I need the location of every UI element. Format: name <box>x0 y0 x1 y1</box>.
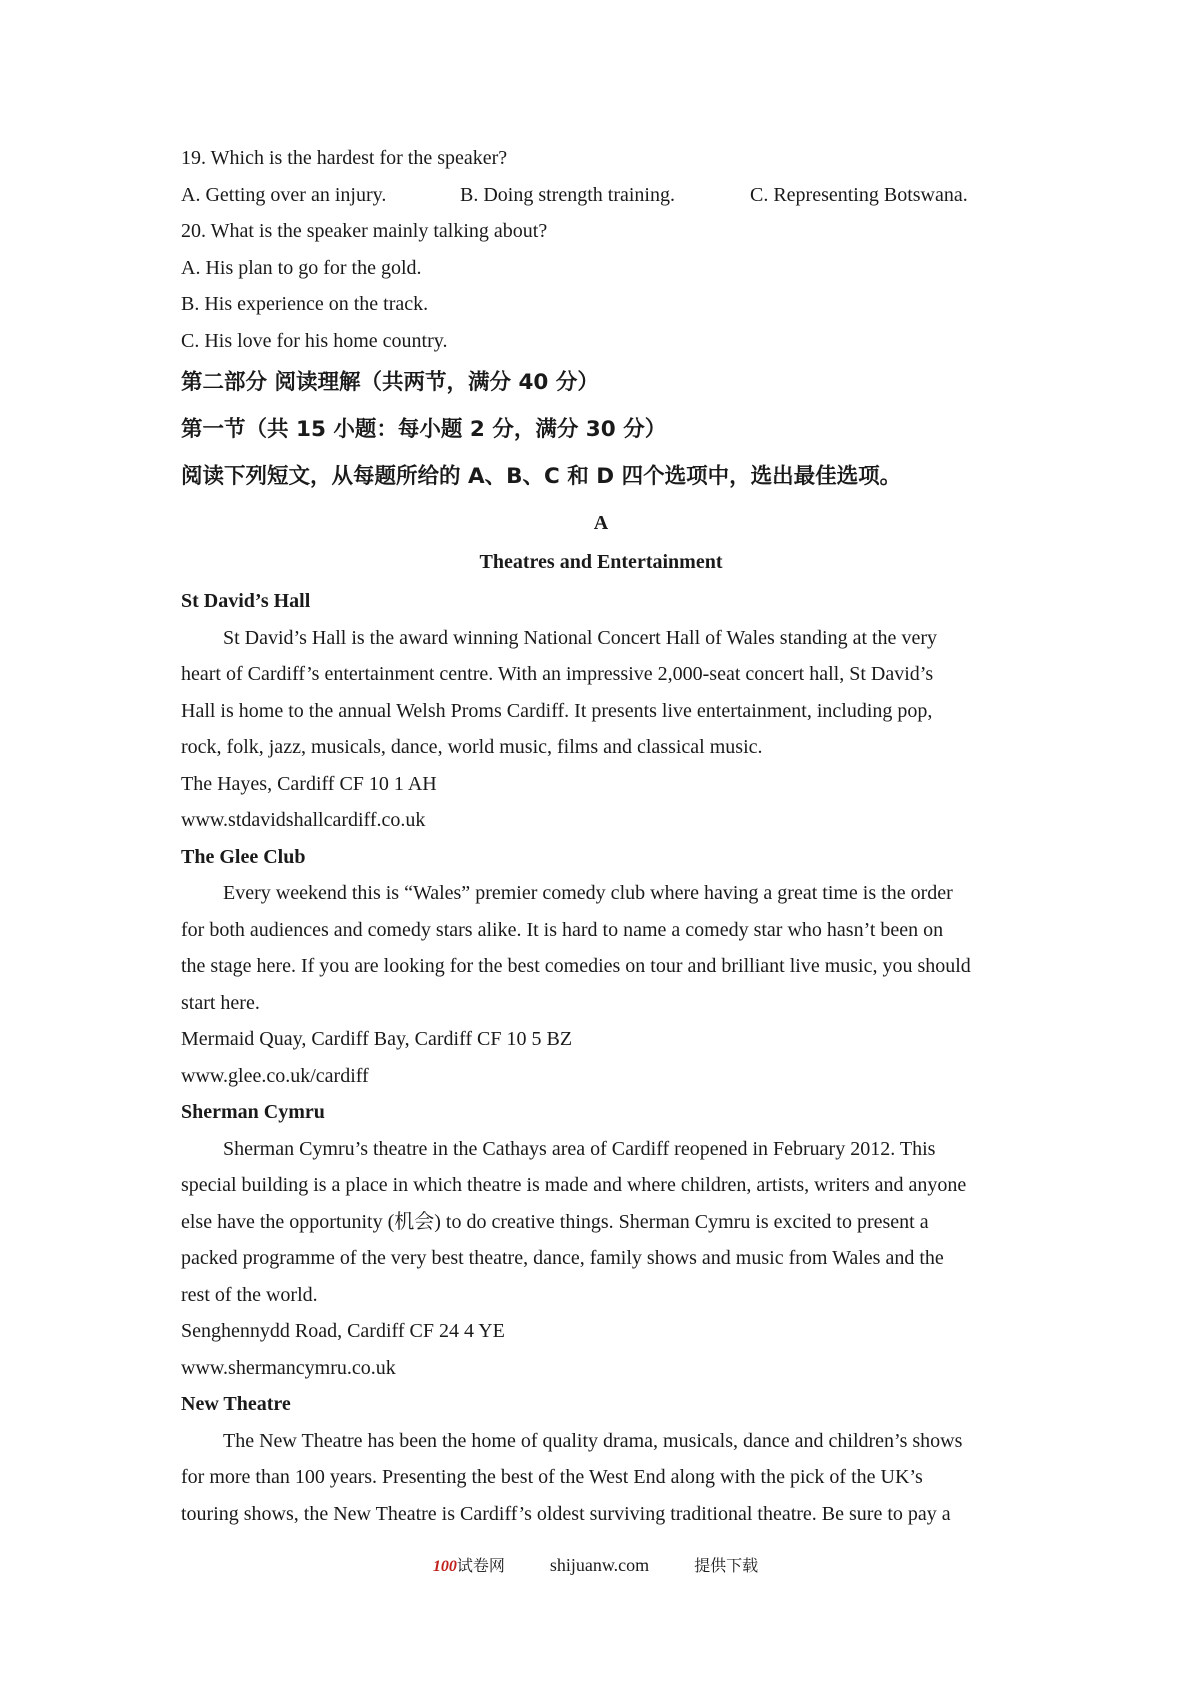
venue-name: Sherman Cymru <box>181 1101 325 1123</box>
venue-name: New Theatre <box>181 1393 291 1415</box>
venue-address: Mermaid Quay, Cardiff Bay, Cardiff CF 10 5 BZ <box>181 1028 573 1050</box>
description-line: packed programme of the very best theatre, dance, family shows and music from Wales and the <box>181 1247 944 1269</box>
venue-description <box>181 1131 1021 1314</box>
description-line: Every weekend this is “Wales” premier comedy club where having a great time is the order <box>223 882 953 904</box>
description-line: The New Theatre has been the home of quality drama, musicals, dance and children’s shows <box>223 1429 963 1452</box>
description-line: Hall is home to the annual Welsh Proms Cardiff. It presents live entertainment, including pop, <box>181 699 933 722</box>
question-20-stem: 20. What is the speaker mainly talking about? <box>181 220 548 242</box>
description-line: special building is a place in which theatre is made and where children, artists, writers and anyone <box>181 1174 967 1196</box>
part-two-heading: 第二部分 阅读理解（共两节，满分 40 分） <box>181 370 599 395</box>
site-name: 试卷网 <box>456 1556 505 1575</box>
venue-description <box>181 1423 1021 1533</box>
description-line: St David’s Hall is the award winning National Concert Hall of Wales standing at the very <box>223 626 937 649</box>
venue-address: Senghennydd Road, Cardiff CF 24 4 YE <box>181 1320 505 1342</box>
passage-letter: A <box>593 512 609 534</box>
option-c: C. Representing Botswana. <box>750 183 968 206</box>
question-19-options <box>181 177 1021 214</box>
venue-website: www.shermancymru.co.uk <box>181 1356 396 1379</box>
option-a: A. His plan to go for the gold. <box>181 256 422 279</box>
venue-website: www.glee.co.uk/cardiff <box>181 1064 369 1087</box>
description-line: for more than 100 years. Presenting the best of the West End along with the pick of the UK’s <box>181 1466 923 1488</box>
option-b: B. His experience on the track. <box>181 293 429 315</box>
venue-address: The Hayes, Cardiff CF 10 1 AH <box>181 772 437 795</box>
option-c: C. His love for his home country. <box>181 329 448 352</box>
description-line: rest of the world. <box>181 1283 318 1306</box>
page-footer <box>0 1553 1191 1576</box>
description-line: else have the opportunity (机会) to do creative things. Sherman Cymru is excited to present a <box>181 1210 929 1233</box>
exam-page <box>181 140 1021 1532</box>
description-line: Sherman Cymru’s theatre in the Cathays area of Cardiff reopened in February 2012. This <box>223 1137 936 1160</box>
venue-description <box>181 620 1021 766</box>
venue-name: St David’s Hall <box>181 590 311 612</box>
option-a: A. Getting over an injury. <box>181 183 387 206</box>
venue-name: The Glee Club <box>181 845 306 868</box>
venue-description <box>181 875 1021 1021</box>
description-line: heart of Cardiff’s entertainment centre. With an impressive 2,000-seat concert hall, St David’s <box>181 663 934 685</box>
site-domain: shijuanw.com <box>549 1555 650 1575</box>
venue-website: www.stdavidshallcardiff.co.uk <box>181 809 426 831</box>
section-one-heading: 第一节（共 15 小题：每小题 2 分，满分 30 分） <box>181 417 667 442</box>
description-line: start here. <box>181 991 260 1014</box>
site-logo: 100 <box>432 1558 457 1575</box>
description-line: for both audiences and comedy stars alike. It is hard to name a comedy star who hasn’t been on <box>181 918 944 941</box>
download-note: 提供下载 <box>694 1556 759 1575</box>
instructions-heading: 阅读下列短文，从每题所给的 A、B、C 和 D 四个选项中，选出最佳选项。 <box>181 464 902 489</box>
option-b: B. Doing strength training. <box>460 183 675 206</box>
description-line: the stage here. If you are looking for the best comedies on tour and brilliant live music, you should <box>181 955 971 977</box>
passage-title: Theatres and Entertainment <box>479 551 723 573</box>
question-19-stem: 19. Which is the hardest for the speaker? <box>181 147 508 169</box>
description-line: rock, folk, jazz, musicals, dance, world music, films and classical music. <box>181 736 763 758</box>
description-line: touring shows, the New Theatre is Cardiff’s oldest surviving traditional theatre. Be sure to pay a <box>181 1502 951 1525</box>
